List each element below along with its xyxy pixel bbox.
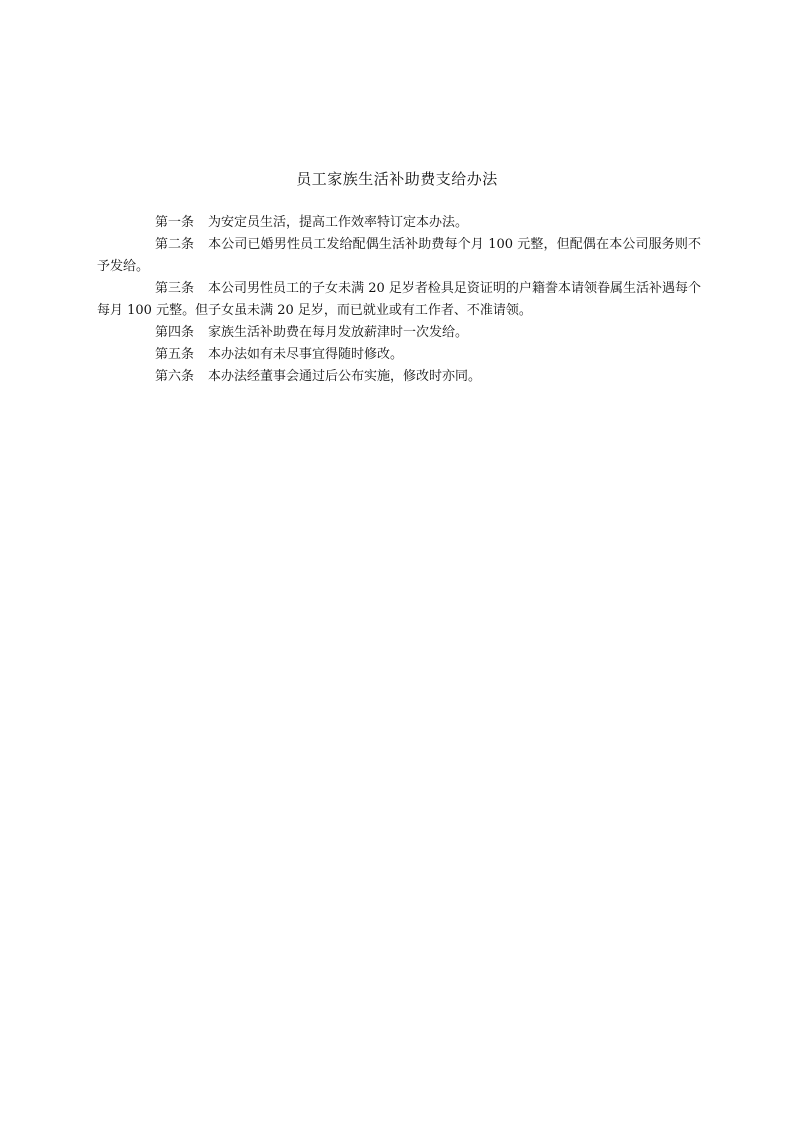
article-5 (97, 344, 701, 366)
article-3 (97, 278, 701, 322)
document-body (97, 212, 701, 388)
article-number: 第二条 (155, 237, 195, 252)
article-4 (97, 322, 701, 344)
article-number: 第六条 (155, 369, 195, 384)
article-text: 为安定员生活，提高工作效率特订定本办法。 (208, 215, 469, 230)
article-text: 本办法如有未尽事宜得随时修改。 (208, 347, 404, 362)
article-text: 本办法经董事会通过后公布实施，修改时亦同。 (208, 369, 482, 384)
document-title: 员工家族生活补助费支给办法 (296, 170, 498, 188)
article-text: 本公司已婚男性员工发给配偶生活补助费每个月 100 元整，但配偶在本公司服务则不予发给。 (97, 237, 701, 274)
article-6 (97, 366, 701, 388)
article-number: 第一条 (155, 215, 195, 230)
article-text: 本公司男性员工的子女未满 20 足岁者检具足资证明的户籍誊本请领眷属生活补遇每个每月 100 元整。但子女虽未满 20 足岁，而已就业或有工作者、不准请领。 (97, 281, 701, 318)
article-number: 第四条 (155, 325, 195, 340)
article-text: 家族生活补助费在每月发放薪津时一次发给。 (208, 325, 469, 340)
article-number: 第五条 (155, 347, 195, 362)
article-1 (97, 212, 701, 234)
article-2 (97, 234, 701, 278)
article-number: 第三条 (155, 281, 195, 296)
